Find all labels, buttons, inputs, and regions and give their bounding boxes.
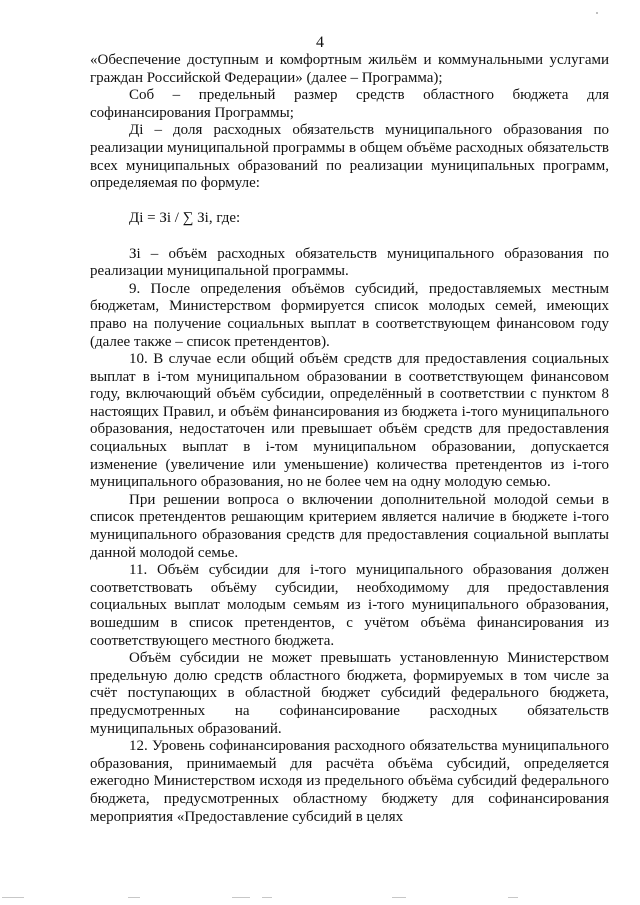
paragraph-subsidy-limit: Объём субсидии не может превышать установленную Министерством предельную долю средств областного бюджета, формируемых в том числе за счёт поступающих в областной бюджет субсидий федерального бюджета, предусмотренных на софинансирование расходных обязательств муниципальных образований. <box>90 650 609 737</box>
paragraph-di-definition: Дi – доля расходных обязательств муниципального образования по реализации муниципальной программы в общем объёме расходных обязательств всех муниципальных образований по реализации муниципальных программ, определяемая по формуле: <box>90 122 609 192</box>
paragraph-item-12: 12. Уровень софинансирования расходного обязательства муниципального образования, принимаемый для расчёта объёма субсидий, определяется ежегодно Министерством исходя из предельного объёма субсидий федерального бюджета, предусмотренных областному бюджету для софинансирования мероприятия «Предоставление субсидий в целях <box>90 738 609 825</box>
paragraph-additional-family: При решении вопроса о включении дополнительной молодой семьи в список претендентов решающим критерием является наличие в бюджете i-того муниципального образования средств для предоставления социальной выплаты данной молодой семье. <box>90 491 609 561</box>
scan-bottom-edge <box>0 893 640 905</box>
formula: Дi = Зi / ∑ Зi, где: <box>129 210 241 227</box>
paragraph-item-11: 11. Объём субсидии для i-того муниципального образования должен соответствовать объёму субсидии, необходимому для предоставления социальных выплат молодым семьям из i-того муниципального образования, вошедшим в список претендентов, с учётом объёма финансирования из соответствующего местного бюджета. <box>90 562 609 649</box>
paragraph-zi-definition: Зi – объём расходных обязательств муниципального образования по реализации муниципальной программы. <box>90 245 609 280</box>
paragraph-item-9: 9. После определения объёмов субсидий, предоставляемых местным бюджетам, Министерством формируется список молодых семей, имеющих право на получение социальных выплат в соответствующем финансовом году (далее также – список претендентов). <box>90 280 609 350</box>
scan-artifact <box>596 12 598 14</box>
paragraph-sob-definition: Соб – предельный размер средств областного бюджета для софинансирования Программы; <box>90 87 609 121</box>
document-body <box>90 52 609 826</box>
paragraph-program-name: «Обеспечение доступным и комфортным жильём и коммунальными услугами граждан Российской Федерации» (далее – Программа); <box>90 52 609 86</box>
paragraph-item-10: 10. В случае если общий объём средств для предоставления социальных выплат в i-том муниципальном образовании в соответствующем финансовом году, включающий объём субсидии, определённый в соответствии с пунктом 8 настоящих Правил, и объём финансирования из бюджета i-того муниципального образования, недостаточен или превышает объём средств для предоставления социальных выплат в i-том муниципальном образовании, допускается изменение (увеличение или уменьшение) количества претендентов из i-того муниципального образования, но не более чем на одну молодую семью. <box>90 351 609 491</box>
page-number: 4 <box>316 34 324 51</box>
